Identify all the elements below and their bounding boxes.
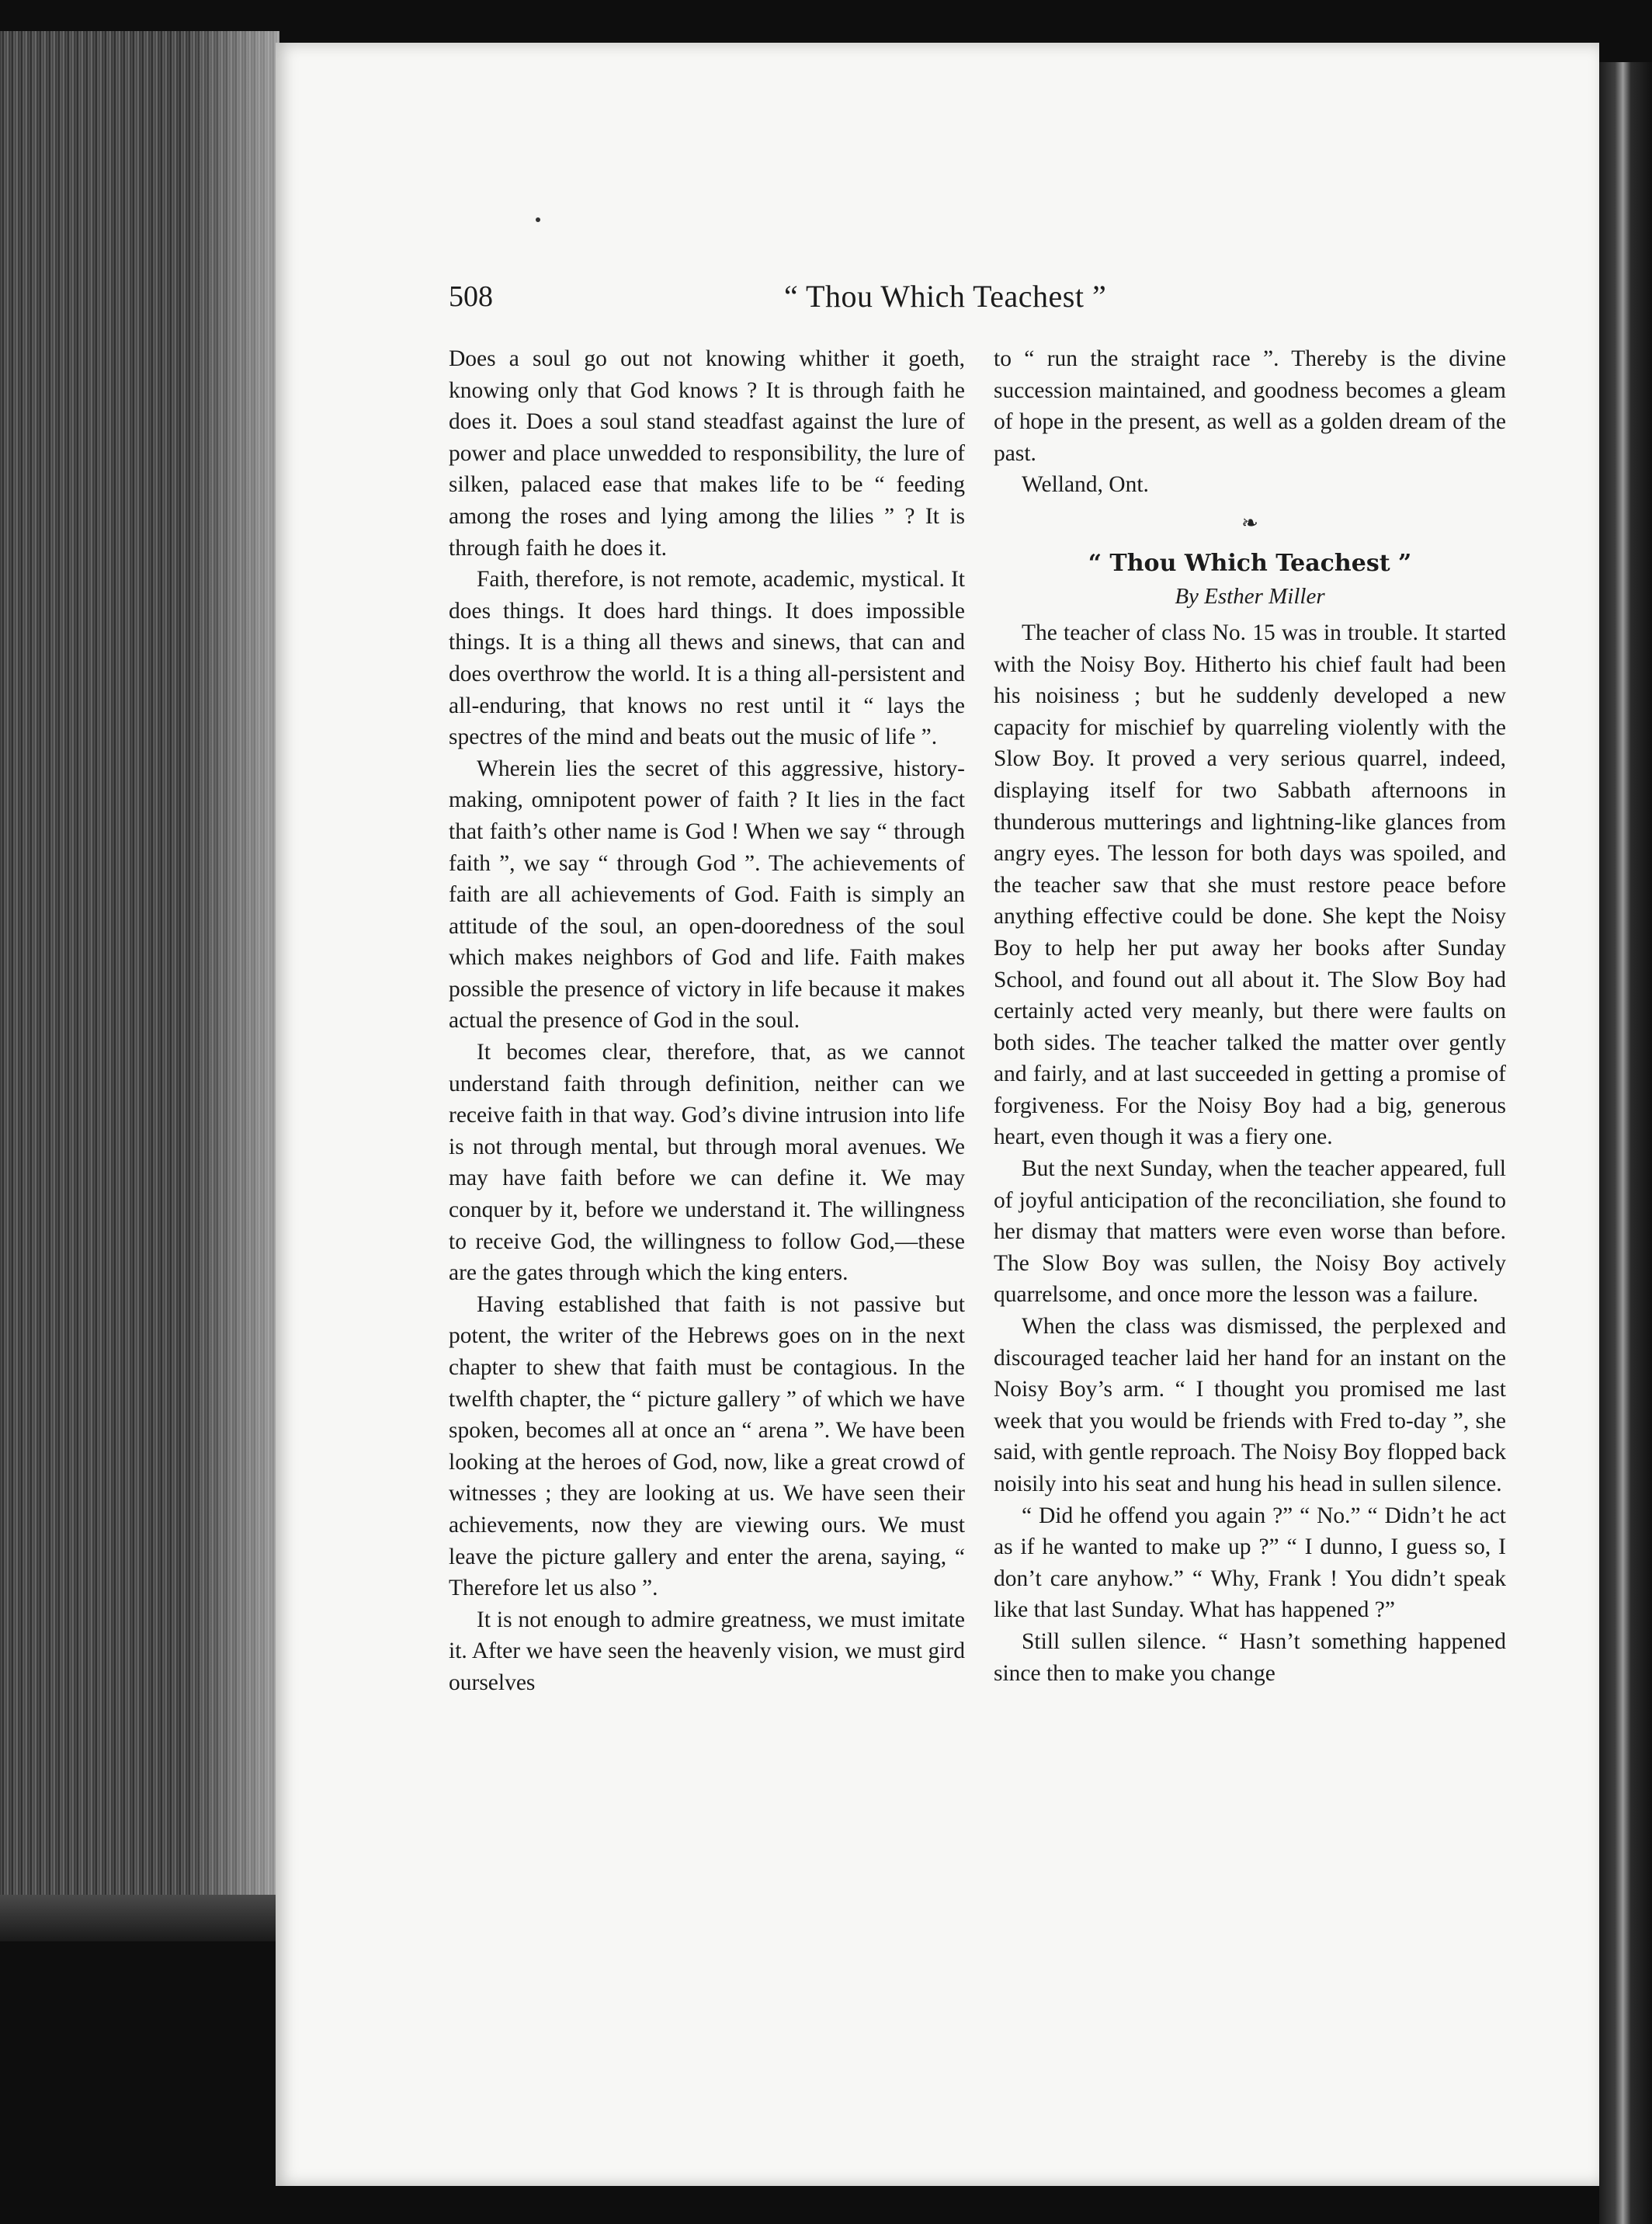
- page-number: 508: [449, 280, 493, 313]
- article-byline: By Esther Miller: [1175, 583, 1325, 609]
- left-paragraph: Having established that faith is not passive but potent, the writer of the Hebrews goes on in the next chapter to shew that faith must be contagious. In the twelfth chapter, the “ picture gallery ” of which we have spoken, becomes all at once an “ arena ”. We have been looking at the heroes of God, now, like a great crowd of witnesses ; they are looking at us. We have seen their achievements, now they are viewing ours. We must leave the picture gallery and enter the arena, saying, “ Therefore let us also ”.: [449, 1291, 965, 1601]
- left-paragraph: It becomes clear, therefore, that, as we cannot understand faith through definition, neither can we receive faith in that way. God’s divine intrusion into life is not through mental, but through moral avenues. We may have faith before we can define it. We may conquer by it, before we understand it. The willingness to receive God, the willingness to follow God,—these are the gates through which the king enters.: [449, 1040, 965, 1286]
- article-title: “ Thou Which Teachest ”: [1088, 549, 1412, 577]
- right-paragraph: “ Did he offend you again ?” “ No.” “ Didn’t he act as if he wanted to make up ?” “ I dunno, I guess so, I don’t care anyhow.” “ Why, Frank ! You didn’t speak like that last Sunday. What has happened ?”: [994, 1503, 1506, 1623]
- right-paragraph: Still sullen silence. “ Hasn’t something happened since then to make you change: [994, 1628, 1506, 1686]
- left-paragraph: Faith, therefore, is not remote, academic, mystical. It does things. It does hard things. It does impossible things. It is a thing all thews and sinews, that can and does overthrow the world. It is a thing all-persistent and all-enduring, that knows no rest until it “ lays the spectres of the mind and beats out the music of life ”.: [449, 567, 965, 750]
- left-paragraph: It is not enough to admire greatness, we must imitate it. After we have seen the heavenly vision, we must gird ourselves: [449, 1607, 965, 1695]
- book-bottom-edge: [0, 1895, 279, 1941]
- right-paragraph: But the next Sunday, when the teacher appeared, full of joyful anticipation of the reconciliation, she found to her dismay that matters were even worse than before. The Slow Boy was sullen, the Noisy Boy actively quarrelsome, and once more the lesson was a failure.: [994, 1156, 1506, 1308]
- running-title: “ Thou Which Teachest ”: [784, 279, 1107, 314]
- book-right-edge: [1599, 62, 1652, 2224]
- left-paragraph: Wherein lies the secret of this aggressive, history-making, omnipotent power of faith ? It lies in the fact that faith’s other name is God ! When we say “ through faith ”, we say “ through God ”. The achievements of faith are all achievements of God. Faith is simply an attitude of the soul, an open-dooredness of the soul which makes neighbors of God and life. Faith makes possible the presence of victory in life because it makes actual the presence of God in the soul.: [449, 756, 965, 1034]
- book-page-edges: [0, 31, 279, 1903]
- left-paragraph: Does a soul go out not knowing whither it goeth, knowing only that God knows ? It is through faith he does it. Does a soul stand steadfast against the lure of power and place unwedded to responsibility, the lure of silken, palaced ease that makes life to be “ feeding among the roses and lying among the lilies ” ? It is through faith he does it.: [449, 346, 965, 561]
- right-paragraph: When the class was dismissed, the perplexed and discouraged teacher laid her hand for an instant on the Noisy Boy’s arm. “ I thought you promised me last week that you would be friends with Fred to-day ”, she said, with gentle reproach. The Noisy Boy flopped back noisily into his seat and hung his head in sullen silence.: [994, 1314, 1506, 1496]
- ornament-icon: ❧: [1241, 511, 1258, 534]
- place-line: Welland, Ont.: [1022, 472, 1149, 498]
- right-paragraph: The teacher of class No. 15 was in trouble. It started with the Noisy Boy. Hitherto his chief fault had been his noisiness ; but he suddenly developed a new capacity for mischief by quarreling violently with the Slow Boy. It proved a very serious quarrel, indeed, displaying itself for two Sabbath afternoons in thunderous mutterings and lightning-like glances from angry eyes. The lesson for both days was spoiled, and the teacher saw that she must restore peace before anything effective could be done. She kept the Noisy Boy to help her put away her books after Sunday School, and found out all about it. The Slow Boy had certainly acted very meanly, but there were faults on both sides. The teacher talked the matter over gently and fairly, and at last succeeded in getting a promise of forgiveness. For the Noisy Boy had a big, generous heart, even though it was a fiery one.: [994, 620, 1506, 1150]
- continuation-paragraph: to “ run the straight race ”. Thereby is the divine succession maintained, and goodness becomes a gleam of hope in the present, as well as a golden dream of the past.: [994, 346, 1506, 466]
- left-column: [449, 343, 965, 1699]
- right-column: [994, 343, 1506, 1689]
